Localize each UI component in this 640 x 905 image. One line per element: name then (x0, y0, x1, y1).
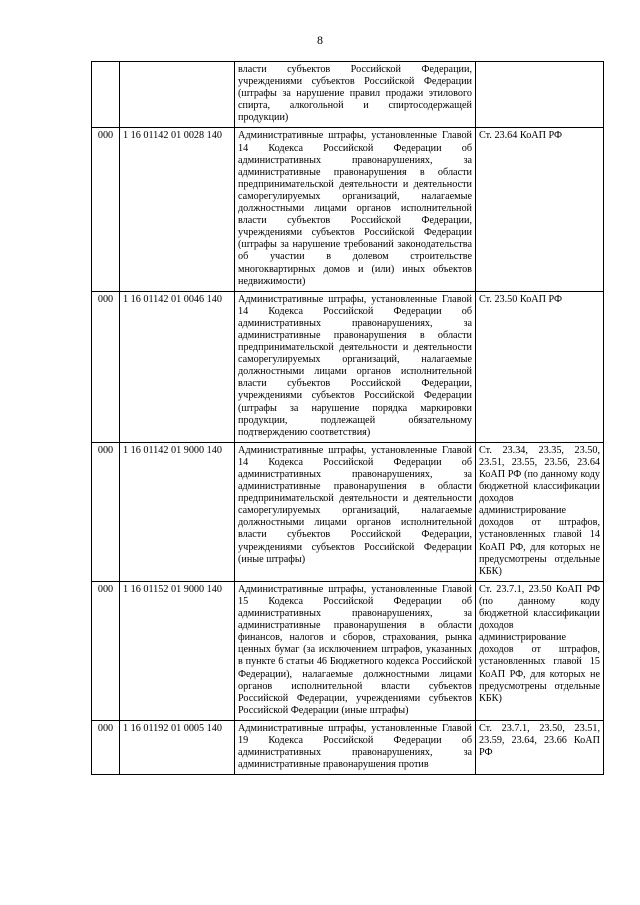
legal-basis-cell: Ст. 23.34, 23.35, 23.50, 23.51, 23.55, 23.56, 23.64 КоАП РФ (по данному коду бюджетной классификации доходов администрирование доходов от штрафов, установленных главой 14 КоАП РФ, для которых не предусмотрены отдельные КБК) (476, 442, 604, 581)
kbk-code-cell: 1 16 01152 01 9000 140 (120, 581, 235, 720)
kbk-code-cell: 1 16 01192 01 0005 140 (120, 720, 235, 774)
description-cell: Административные штрафы, установленные Главой 14 Кодекса Российской Федерации об административных правонарушениях, за административные правонарушения в области предпринимательской деятельности и деятельности саморегулируемых организаций, налагаемые должностными лицами органов исполнительной власти субъектов Российской Федерации, учреждениями субъектов Российской Федерации (иные штрафы) (235, 442, 476, 581)
description-cell: Административные штрафы, установленные Главой 15 Кодекса Российской Федерации об административных правонарушениях, за административные правонарушения в области финансов, налогов и сборов, страхования, рынка ценных бумаг (за исключением штрафов, указанных в пункте 6 статьи 46 Бюджетного кодекса Российской Федерации), налагаемые должностными лицами органов исполнительной власти субъектов Российской Федерации, учреждениями субъектов Российской Федерации (иные штрафы) (235, 581, 476, 720)
admin-code-cell: 000 (92, 128, 120, 291)
kbk-code-cell: 1 16 01142 01 9000 140 (120, 442, 235, 581)
admin-code-cell: 000 (92, 720, 120, 774)
legal-basis-cell: Ст. 23.7.1, 23.50 КоАП РФ (по данному коду бюджетной классификации доходов администрирование доходов от штрафов, установленных главой 15 КоАП РФ, для которых не предусмотрены отдельные КБК) (476, 581, 604, 720)
description-cell: Административные штрафы, установленные Главой 19 Кодекса Российской Федерации об административных правонарушениях, за административные правонарушения против (235, 720, 476, 774)
table-row (92, 128, 604, 291)
admin-code-cell: 000 (92, 442, 120, 581)
legal-basis-cell: Ст. 23.7.1, 23.50, 23.51, 23.59, 23.64, 23.66 КоАП РФ (476, 720, 604, 774)
legal-basis-cell: Ст. 23.64 КоАП РФ (476, 128, 604, 291)
admin-code-cell: 000 (92, 581, 120, 720)
admin-code-cell (92, 62, 120, 128)
legal-basis-cell (476, 62, 604, 128)
kbk-table (91, 61, 604, 775)
table-row (92, 581, 604, 720)
kbk-code-cell: 1 16 01142 01 0046 140 (120, 291, 235, 442)
page-number: 8 (317, 33, 323, 47)
legal-basis-cell: Ст. 23.50 КоАП РФ (476, 291, 604, 442)
kbk-code-cell: 1 16 01142 01 0028 140 (120, 128, 235, 291)
table-row (92, 62, 604, 128)
description-cell: Административные штрафы, установленные Главой 14 Кодекса Российской Федерации об административных правонарушениях, за административные правонарушения в области предпринимательской деятельности и деятельности саморегулируемых организаций, налагаемые должностными лицами органов исполнительной власти субъектов Российской Федерации, учреждениями субъектов Российской Федерации (штрафы за нарушение порядка маркировки продукции, подлежащей обязательному подтверждению соответствия) (235, 291, 476, 442)
admin-code-cell: 000 (92, 291, 120, 442)
table-row (92, 442, 604, 581)
description-cell: власти субъектов Российской Федерации, учреждениями субъектов Российской Федерации (штрафы за нарушение правил продажи этилового спирта, алкогольной и спиртосодержащей продукции) (235, 62, 476, 128)
table-row (92, 720, 604, 774)
kbk-code-cell (120, 62, 235, 128)
table-row (92, 291, 604, 442)
description-cell: Административные штрафы, установленные Главой 14 Кодекса Российской Федерации об административных правонарушениях, за административные правонарушения в области предпринимательской деятельности и деятельности саморегулируемых организаций, налагаемые должностными лицами органов исполнительной власти субъектов Российской Федерации, учреждениями субъектов Российской Федерации (штрафы за нарушение требований законодательства об участии в долевом строительстве многоквартирных домов и (или) иных объектов недвижимости) (235, 128, 476, 291)
